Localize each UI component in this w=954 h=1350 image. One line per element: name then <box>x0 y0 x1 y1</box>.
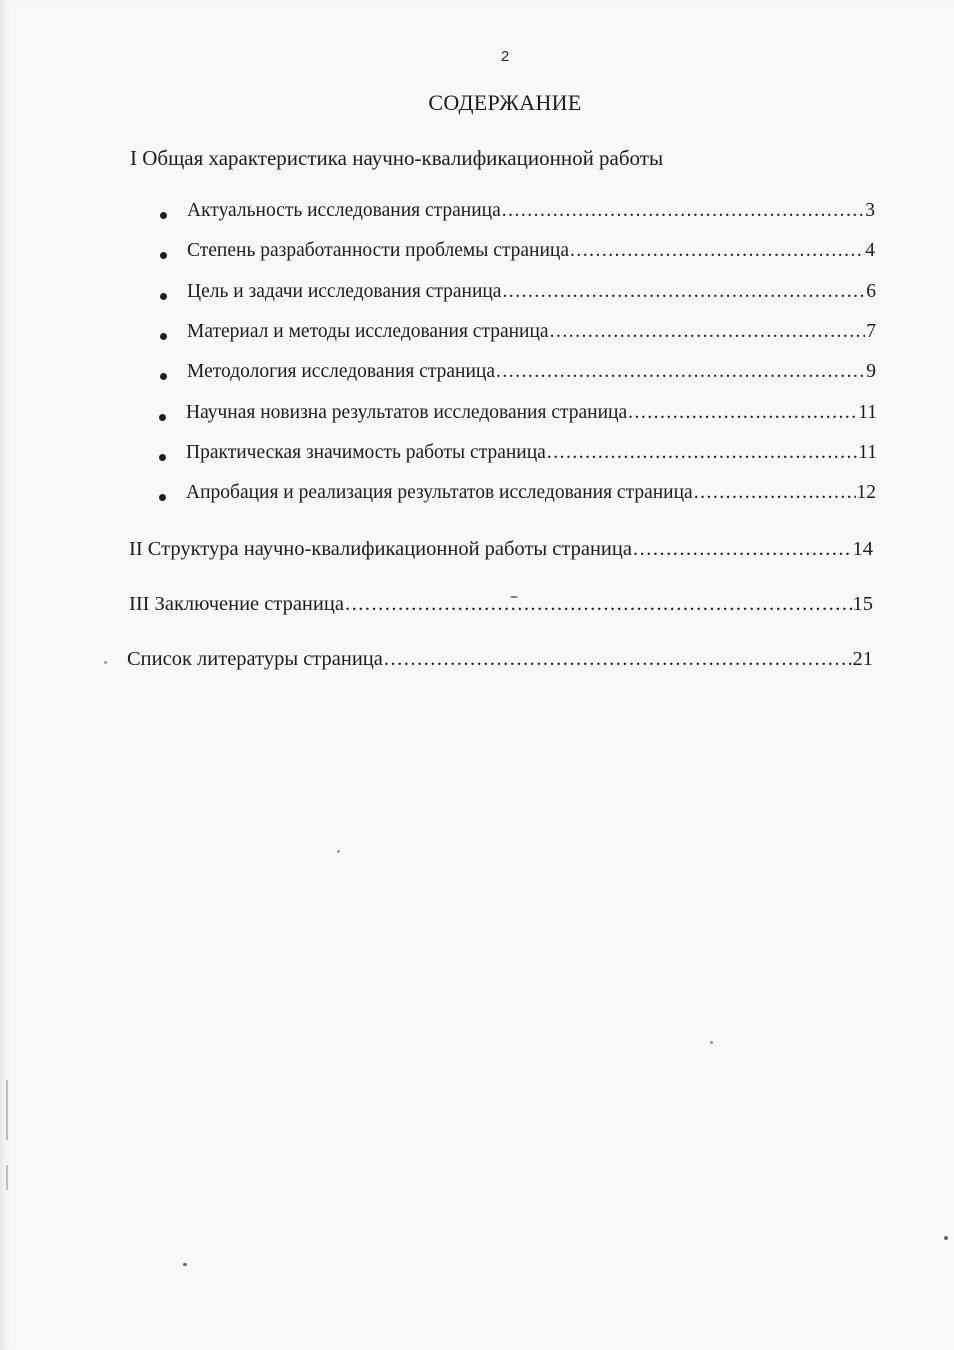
toc-section-label: III Заключение страница <box>129 593 344 615</box>
bullet-icon <box>160 373 167 380</box>
toc-entry-label: Апробация и реализация результатов исследования страница <box>186 482 693 503</box>
toc-leader-dots <box>547 442 857 464</box>
toc-entry-page: 7 <box>866 321 876 342</box>
toc-leader-dots <box>502 200 864 222</box>
scan-speck <box>104 661 107 664</box>
toc-entry-label: Цель и задачи исследования страница <box>187 281 502 302</box>
bullet-icon <box>159 454 166 461</box>
toc-entry <box>187 240 875 262</box>
bullet-icon <box>160 212 167 219</box>
toc-leader-dots <box>633 538 852 561</box>
toc-entry-label: Научная новизна результатов исследования страница <box>186 402 628 423</box>
toc-section <box>127 648 873 671</box>
toc-entry-label: Материал и методы исследования страница <box>187 321 549 342</box>
toc-entry <box>187 321 876 343</box>
toc-section-label: Список литературы страница <box>127 648 383 670</box>
toc-section <box>129 538 873 561</box>
toc-entry-page: 4 <box>865 240 875 261</box>
toc-leader-dots <box>694 482 856 504</box>
toc-entry <box>187 200 875 222</box>
scan-edge-mark <box>6 1165 8 1190</box>
bullet-icon <box>160 252 167 259</box>
scan-speck <box>710 1041 713 1044</box>
bullet-icon <box>160 293 167 300</box>
scan-speck <box>510 596 518 598</box>
toc-entry-page: 12 <box>856 482 876 503</box>
toc-entry-label: Практическая значимость работы страница <box>186 442 546 463</box>
scan-speck <box>944 1236 948 1240</box>
toc-entry <box>187 281 876 303</box>
toc-entry <box>187 361 876 383</box>
toc-leader-dots <box>345 593 852 616</box>
toc-entry-page: 11 <box>858 402 877 423</box>
toc-leader-dots <box>570 240 864 262</box>
scan-speck <box>337 850 340 853</box>
toc-section-page: 21 <box>852 648 873 670</box>
scan-edge-mark <box>6 1080 8 1140</box>
toc-leader-dots <box>384 648 852 671</box>
toc-entry-label: Степень разработанности проблемы страница <box>187 240 570 261</box>
scan-speck <box>183 1263 187 1266</box>
toc-entry-page: 11 <box>858 442 877 463</box>
toc-entry <box>186 442 877 464</box>
toc-section-page: 14 <box>852 538 873 560</box>
bullet-icon <box>160 333 167 340</box>
toc-leader-dots <box>550 321 866 343</box>
toc-leader-dots <box>496 361 865 383</box>
toc-section-label: II Структура научно-квалификационной работы страница <box>129 538 632 560</box>
toc-entry-label: Методология исследования страница <box>187 361 496 382</box>
bullet-icon <box>159 494 166 501</box>
section-heading: I Общая характеристика научно-квалификационной работы <box>130 146 664 170</box>
toc-leader-dots <box>502 281 865 303</box>
toc-entry <box>186 482 876 504</box>
toc-entry-page: 3 <box>865 200 875 221</box>
toc-entry <box>186 402 877 424</box>
page-number: 2 <box>500 48 510 65</box>
toc-section-page: 15 <box>852 593 873 615</box>
toc-entry-page: 9 <box>866 361 876 382</box>
toc-section <box>129 593 873 616</box>
toc-entry-page: 6 <box>866 281 876 302</box>
toc-entry-label: Актуальность исследования страница <box>187 200 501 221</box>
page-title: СОДЕРЖАНИЕ <box>428 90 582 115</box>
bullet-icon <box>159 414 166 421</box>
toc-leader-dots <box>628 402 857 424</box>
